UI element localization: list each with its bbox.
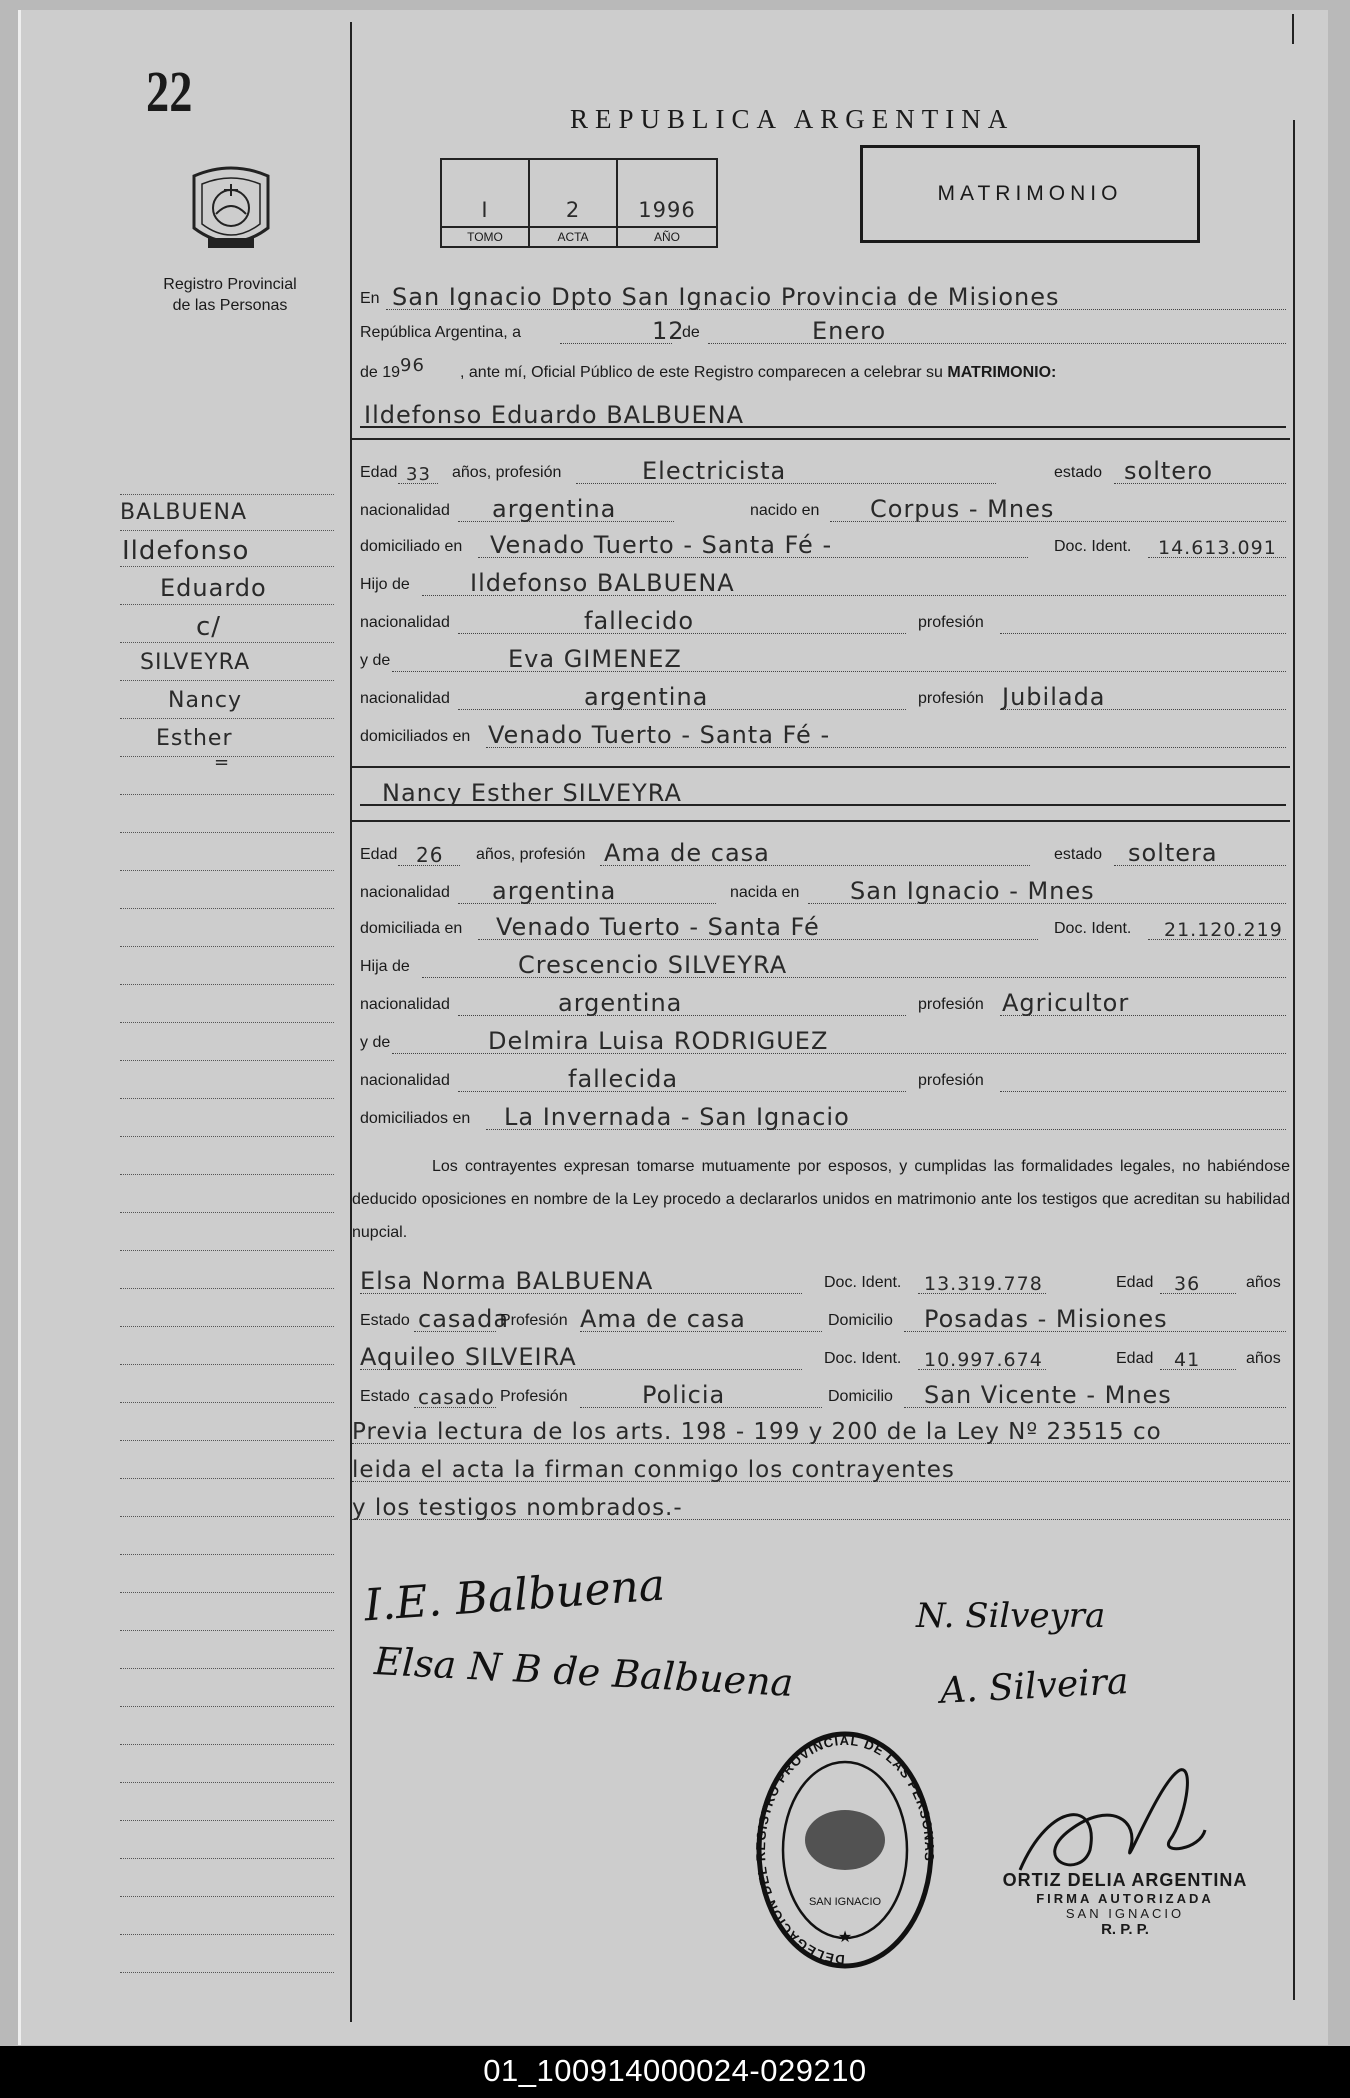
acta-value: 2 (565, 198, 581, 222)
bride-mother-nat-line (352, 1062, 1290, 1096)
bride-nationality: argentina (492, 877, 617, 905)
profesion-label: profesión (918, 1072, 984, 1089)
closing-text-2: leida el acta la firman conmigo los contrayentes (352, 1457, 955, 1483)
bride-parents-domicile: La Invernada - San Ignacio (504, 1103, 850, 1131)
bride-mother-line (352, 1024, 1290, 1058)
witness1-signature: Elsa N B de Balbuena (373, 1639, 795, 1705)
witness1-age: 36 (1174, 1273, 1201, 1295)
profesion-label: profesión (918, 614, 984, 631)
bride-father: Crescencio SILVEYRA (518, 951, 788, 979)
bride-father-nationality: argentina (558, 989, 683, 1017)
witness2-profession: Policia (642, 1381, 726, 1409)
y-de-label: y de (360, 652, 391, 669)
groom-mother: Eva GIMENEZ (508, 645, 682, 673)
bride-nationality-line (352, 874, 1290, 908)
de-label: de (682, 324, 700, 341)
bride-section-rule (352, 766, 1290, 768)
groom-mother-profession: Jubilada (1002, 683, 1106, 711)
domiciliados-en-label: domiciliados en (360, 728, 471, 745)
witness1-name: Elsa Norma BALBUENA (360, 1267, 654, 1295)
margin-note-2: Ildefonso (122, 536, 250, 566)
anos-profesion-label: años, profesión (452, 464, 562, 481)
official-org: R. P. P. (1101, 1921, 1149, 1938)
domicilio-label: Domicilio (828, 1388, 893, 1405)
nacionalidad-label: nacionalidad (360, 996, 450, 1013)
closing-line-1 (352, 1414, 1290, 1448)
profesion-label: Profesión (500, 1388, 568, 1405)
doc-ident-label: Doc. Ident. (1054, 538, 1132, 555)
groom-father-nat-line (352, 604, 1290, 638)
groom-nationality-line (352, 492, 1290, 526)
witness1-detail-line (352, 1302, 1290, 1336)
closing-text-3: y los testigos nombrados.- (352, 1495, 683, 1521)
official-stamp (755, 1730, 935, 1975)
nacionalidad-label: nacionalidad (360, 690, 450, 707)
official-office: SAN IGNACIO (1065, 1906, 1185, 1921)
groom-domicile: Venado Tuerto - Santa Fé - (490, 531, 833, 559)
margin-note-3: Eduardo (160, 574, 267, 602)
nacionalidad-label: nacionalidad (360, 1072, 450, 1089)
bride-birthplace: San Ignacio - Mnes (850, 877, 1095, 905)
estado-label: estado (1054, 846, 1103, 863)
witness1-status: casada (418, 1305, 510, 1333)
bride-status: soltera (1128, 839, 1218, 867)
bride-age-line (352, 836, 1290, 870)
hija-de-label: Hija de (360, 958, 410, 975)
estado-label: Estado (360, 1388, 410, 1405)
margin-note-6: Nancy (168, 688, 242, 713)
registry-name (120, 274, 340, 316)
bride-doc: 21.120.219 (1164, 919, 1283, 941)
bride-profession: Ama de casa (604, 839, 770, 867)
date-line (352, 314, 1290, 348)
ano-value: 1996 (638, 198, 696, 222)
margin-note-8: = (214, 752, 231, 773)
tomo-value: I (481, 198, 489, 222)
witness1-profession: Ama de casa (580, 1305, 746, 1333)
nacida-en-label: nacida en (730, 884, 800, 901)
groom-domicile-line (352, 528, 1290, 562)
witness2-status: casado (418, 1385, 495, 1409)
groom-parents-domicile: Venado Tuerto - Santa Fé - (488, 721, 831, 749)
folio-number: 22 (146, 59, 193, 124)
groom-nationality: argentina (492, 495, 617, 523)
registry-line-1: Registro Provincial (163, 276, 297, 293)
nacionalidad-label: nacionalidad (360, 502, 450, 519)
edad-label: Edad (1116, 1274, 1154, 1291)
bride-father-line (352, 948, 1290, 982)
official-name: ORTIZ DELIA ARGENTINA (1002, 1870, 1248, 1890)
profesion-label: profesión (918, 996, 984, 1013)
witness1-domicile: Posadas - Misiones (924, 1305, 1168, 1333)
record-type-box: MATRIMONIO (860, 145, 1200, 243)
witness2-domicile: San Vicente - Mnes (924, 1381, 1172, 1409)
bride-name-rule (352, 820, 1290, 822)
declaration-text: Los contrayentes expresan tomarse mutuamente por esposos, y cumplidas las formalidades legales, no habiéndose deducido oposiciones en nombre de la Ley procedo a declararlos unidos en matrimonio ante los testigos que acreditan su habilidad nupcial. (352, 1158, 1290, 1241)
year-line (352, 354, 1290, 388)
bride-signature: N. Silveyra (916, 1596, 1106, 1636)
place-line (352, 280, 1290, 314)
country-title: REPUBLICA ARGENTINA (570, 104, 1015, 134)
anos-label: años (1246, 1350, 1281, 1367)
witness2-name: Aquileo SILVEIRA (360, 1343, 577, 1371)
registry-line-2: de las Personas (172, 297, 288, 314)
doc-ident-label: Doc. Ident. (824, 1350, 902, 1367)
groom-age: 33 (406, 464, 431, 485)
groom-name-line (352, 398, 1290, 432)
profesion-label: profesión (918, 690, 984, 707)
groom-father-nationality: fallecido (584, 607, 695, 635)
anos-label: años (1246, 1274, 1281, 1291)
tomo-label: TOMO (442, 226, 530, 246)
top-corner-mark (1292, 14, 1294, 44)
anos-profesion-label: años, profesión (476, 846, 586, 863)
republica-label: República Argentina, a (360, 324, 521, 341)
margin-note-1: BALBUENA (120, 500, 248, 525)
bride-age: 26 (416, 843, 444, 867)
groom-signature: I.E. Balbuena (362, 1559, 667, 1632)
bride-father-nat-line (352, 986, 1290, 1020)
groom-profession: Electricista (642, 457, 787, 485)
closing-text-1: Previa lectura de los arts. 198 - 199 y 200 de la Ley Nº 23515 co (352, 1419, 1162, 1445)
nacionalidad-label: nacionalidad (360, 614, 450, 631)
y-de-label: y de (360, 1034, 391, 1051)
bride-name: Nancy Esther SILVEYRA (382, 779, 682, 807)
day-value: 12 (652, 317, 685, 345)
groom-name-rule (352, 438, 1290, 440)
witness1-name-line (352, 1264, 1290, 1298)
edad-label: Edad (360, 464, 398, 481)
svg-text:★: ★ (837, 1929, 853, 1946)
tomo-acta-ano-box (440, 158, 718, 248)
witness2-age: 41 (1174, 1349, 1201, 1371)
acta-cell (530, 160, 618, 230)
bride-domicile-line (352, 910, 1290, 944)
estado-label: estado (1054, 464, 1103, 481)
nacido-en-label: nacido en (750, 502, 820, 519)
intro-text: , ante mí, Oficial Público de este Registro comparecen a celebrar su MATRIMONIO: (460, 364, 1057, 381)
official-signature-icon (1010, 1760, 1210, 1880)
stamp-seal-icon (755, 1730, 935, 1975)
doc-ident-label: Doc. Ident. (824, 1274, 902, 1291)
tomo-cell (442, 160, 530, 230)
domiciliada-en-label: domiciliada en (360, 920, 463, 937)
bride-name-line (352, 776, 1290, 810)
witness2-signature: A. Silveira (939, 1661, 1130, 1712)
ano-label: AÑO (618, 226, 716, 246)
doc-ident-label: Doc. Ident. (1054, 920, 1132, 937)
place-value: San Ignacio Dpto San Ignacio Provincia de Misiones (392, 283, 1060, 311)
groom-father: Ildefonso BALBUENA (470, 569, 735, 597)
bride-parents-domicile-line (352, 1100, 1290, 1134)
stamp-ring-text: DELEGACION DEL ISTRO PROVINCIAL DE LAS PERSO (755, 1732, 935, 1968)
closing-line-2 (352, 1452, 1290, 1486)
witness2-name-line (352, 1340, 1290, 1374)
matrimonio-word: MATRIMONIO: (947, 364, 1057, 381)
year-prefix: de 19 (360, 364, 401, 381)
margin-note-4: c/ (196, 612, 222, 642)
declaration-paragraph (352, 1150, 1290, 1249)
stamp-center-text: SAN IGNACIO (808, 1896, 882, 1908)
groom-doc: 14.613.091 (1158, 537, 1277, 559)
month-value: Enero (812, 317, 887, 345)
edad-label: Edad (360, 846, 398, 863)
year-suffix: 96 (400, 355, 425, 376)
bride-mother: Delmira Luisa RODRIGUEZ (488, 1027, 829, 1055)
domiciliado-en-label: domiciliado en (360, 538, 463, 555)
groom-name: Ildefonso Eduardo BALBUENA (364, 401, 745, 429)
domiciliados-en-label: domiciliados en (360, 1110, 471, 1127)
document-id: 01_100914000024-029210 (483, 2053, 867, 2088)
groom-status: soltero (1124, 457, 1214, 485)
witness1-doc: 13.319.778 (924, 1273, 1043, 1295)
profesion-label: Profesión (500, 1312, 568, 1329)
groom-mother-nat-line (352, 680, 1290, 714)
witness2-detail-line (352, 1378, 1290, 1412)
hijo-de-label: Hijo de (360, 576, 410, 593)
bride-domicile: Venado Tuerto - Santa Fé (496, 913, 820, 941)
bride-father-profession: Agricultor (1002, 989, 1130, 1017)
groom-birthplace: Corpus - Mnes (870, 495, 1055, 523)
closing-line-3 (352, 1490, 1290, 1524)
estado-label: Estado (360, 1312, 410, 1329)
official-block (975, 1870, 1275, 1938)
margin-note-5: SILVEYRA (140, 650, 251, 675)
groom-father-line (352, 566, 1290, 600)
nacionalidad-label: nacionalidad (360, 884, 450, 901)
bride-mother-nationality: fallecida (568, 1065, 679, 1093)
en-label: En (360, 290, 380, 307)
groom-age-line (352, 454, 1290, 488)
groom-mother-nationality: argentina (584, 683, 709, 711)
groom-parents-domicile-line (352, 718, 1290, 752)
official-title: FIRMA AUTORIZADA (1036, 1891, 1214, 1906)
domicilio-label: Domicilio (828, 1312, 893, 1329)
ano-cell (618, 160, 716, 230)
edad-label: Edad (1116, 1350, 1154, 1367)
margin-note-7: Esther (156, 726, 233, 751)
groom-mother-line (352, 642, 1290, 676)
witness2-doc: 10.997.674 (924, 1349, 1043, 1371)
right-border (1293, 120, 1295, 2000)
acta-label: ACTA (530, 226, 618, 246)
provincial-seal-icon (186, 158, 276, 258)
